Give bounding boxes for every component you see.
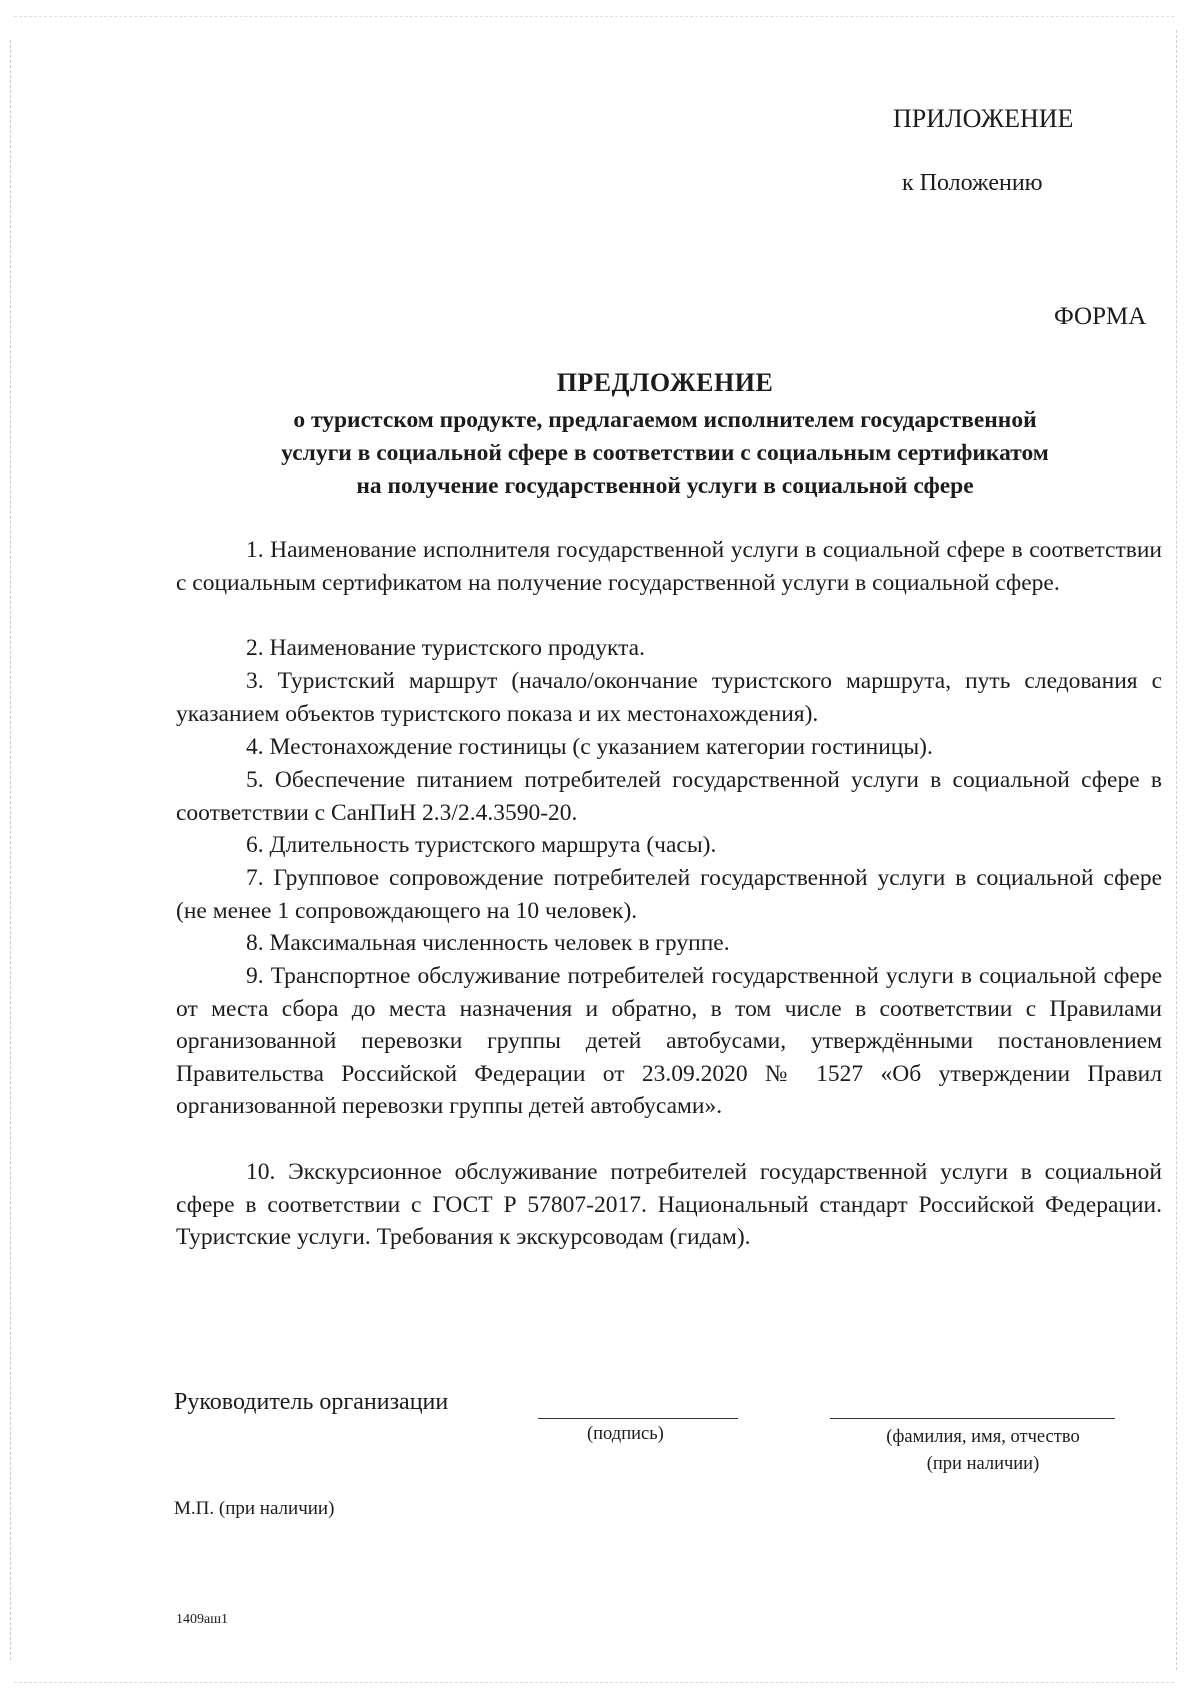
document-title: ПРЕДЛОЖЕНИЕ [556,368,774,397]
signature-line [538,1418,738,1419]
list-item [176,960,1162,1123]
list-item [176,632,1162,665]
full-name-caption [860,1424,1106,1478]
item-text: Туристский маршрут (начало/окончание туристского маршрута, путь следования с указанием объектов туристского показа и их местонахождения). [176,668,1163,727]
appendix-reference: к Положению [902,170,1043,196]
document-code: 1409аш1 [176,1612,228,1627]
list-item [176,731,1162,764]
item-number: 6. [246,832,264,858]
list-item [176,534,1162,599]
item-number: 10. [246,1159,276,1185]
item-text: Групповое сопровождение потребителей государственной услуги в социальной сфере (не менее 1 сопровождающего на 10 человек). [176,865,1162,924]
item-number: 1. [246,537,264,563]
subtitle-line: услуги в социальной сфере в соответствии с социальным сертификатом [281,440,1049,466]
list-item [176,764,1162,829]
form-label: ФОРМА [1054,303,1147,330]
item-text: Экскурсионное обслуживание потребителей государственной услуги в социальной сфере в соответствии с ГОСТ Р 57807-2017. Национальный стандарт Российской Федерации. Туристские услуги. Требования к экскурсоводам (гидам). [176,1159,1162,1251]
item-text: Максимальная численность человек в группе. [269,930,730,956]
stamp-label: М.П. (при наличии) [174,1498,335,1519]
list-item [176,829,1162,862]
appendix-title: ПРИЛОЖЕНИЕ [893,104,1074,133]
item-text: Обеспечение питанием потребителей государственной услуги в социальной сфере в соответствии с СанПиН 2.3/2.4.3590-20. [176,767,1162,826]
item-text: Транспортное обслуживание потребителей государственной услуги в социальной сфере от места сбора до места назначения и обратно, в том числе в соответствии с Правилами организованной перевозки группы детей автобусами, утверждёнными постановлением Правительства Российской Федерации от 23.09.2020 № 1527 «Об утверждении Правил организованной перевозки группы детей автобусами». [176,963,1163,1120]
item-number: 4. [246,734,264,760]
list-item [176,665,1162,730]
item-number: 5. [246,767,264,793]
item-text: Местонахождение гостиницы (с указанием категории гостиницы). [269,734,933,760]
scan-edge-bottom [14,1682,1174,1683]
item-text: Наименование исполнителя государственной услуги в социальной сфере в соответствии с социальным сертификатом на получение государственной услуги в социальной сфере. [176,537,1162,596]
subtitle-line: на получение государственной услуги в социальной сфере [356,473,974,499]
item-text: Длительность туристского маршрута (часы). [269,832,717,858]
item-number: 9. [246,963,264,989]
signature-caption: (подпись) [587,1424,664,1444]
scan-edge-left [10,40,11,1660]
scan-edge-top [14,16,1174,17]
full-name-caption-line: (при наличии) [926,1454,1040,1474]
scan-edge-right [1176,30,1177,1670]
list-item [176,862,1162,927]
subtitle-line: о туристском продукте, предлагаемом исполнителем государственной [293,407,1037,433]
item-number: 7. [246,865,264,891]
item-number: 2. [246,635,264,661]
signatory-label: Руководитель организации [174,1389,449,1415]
list-item [176,1156,1162,1254]
full-name-caption-line: (фамилия, имя, отчество [886,1427,1080,1447]
item-number: 8. [246,930,264,956]
item-number: 3. [246,668,264,694]
item-text: Наименование туристского продукта. [269,635,645,661]
list-item [176,927,1162,960]
full-name-line [830,1418,1115,1419]
document-subtitle [175,404,1155,503]
